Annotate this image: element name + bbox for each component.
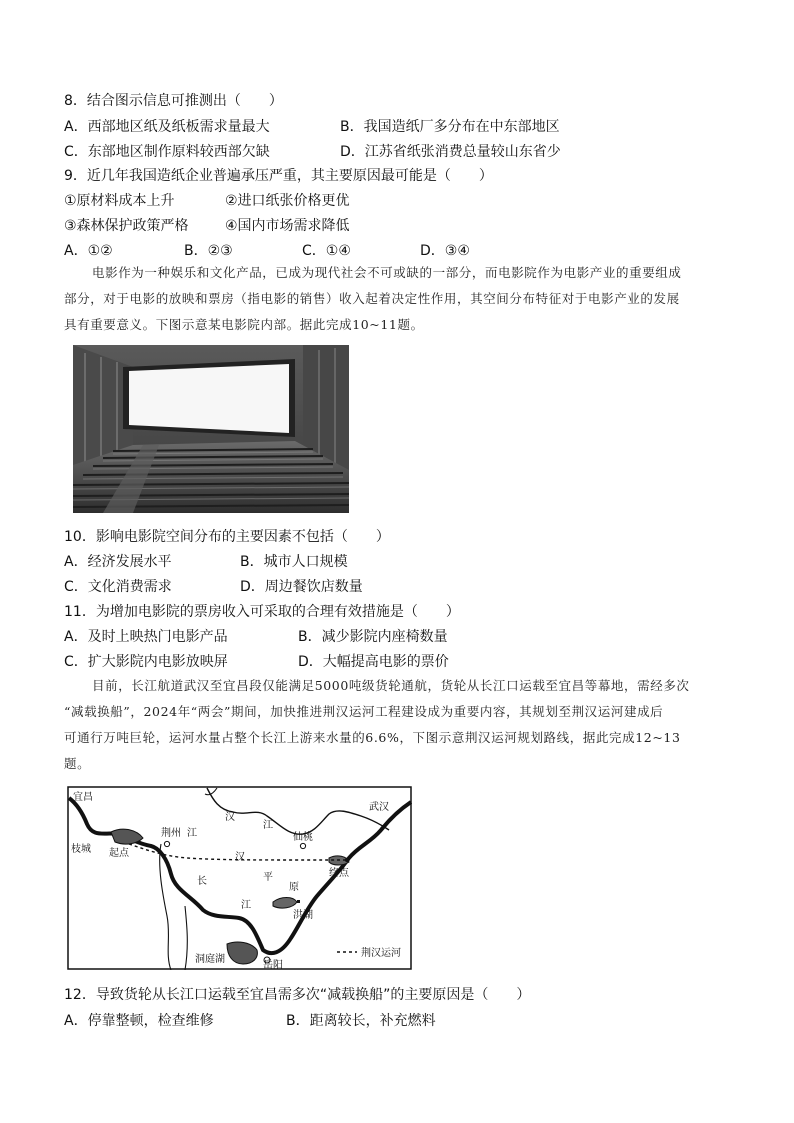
question-10-option-c: C．文化消费需求 (64, 579, 172, 595)
label-qidian: 起点 (109, 848, 129, 859)
question-12-stem: 12．导致货轮从长江口运载至宜昌需多次“减载换船”的主要原因是（ ） (64, 987, 531, 1003)
question-12-option-b: B．距离较长，补充燃料 (286, 1013, 436, 1029)
question-9-option-a: A．①② (64, 243, 113, 259)
question-11-stem: 11．为增加电影院的票房收入可采取的合理有效措施是（ ） (64, 604, 460, 620)
question-8-option-b: B．我国造纸厂多分布在中东部地区 (340, 119, 560, 135)
endpoint-marker (345, 858, 349, 862)
question-8-option-c: C．东部地区制作原料较西部欠缺 (64, 144, 270, 160)
passage-cinema-line-3: 具有重要意义。下图示意某电影院内部。据此完成10~11题。 (64, 317, 424, 332)
question-8-option-a: A．西部地区纸及纸板需求量最大 (64, 119, 270, 135)
jinghan-canal-map (67, 786, 412, 970)
cinema-interior-photo (73, 345, 349, 513)
question-9-stem: 9．近几年我国造纸企业普遍承压严重，其主要原因最可能是（ ） (64, 168, 493, 184)
label-ping: 平 (263, 872, 273, 883)
question-9-option-c: C．①④ (302, 243, 351, 259)
label-han-1: 汉 (225, 812, 235, 823)
passage-canal (64, 673, 729, 777)
passage-canal-line-2: “减载换船”，2024年“两会”期间，加快推进荆汉运河工程建设成为重要内容，其规划至荆汉运河建成后 (64, 704, 664, 719)
question-10-option-b: B．城市人口规模 (240, 554, 348, 570)
question-11-option-b: B．减少影院内座椅数量 (298, 629, 448, 645)
question-9-option-b: B．②③ (184, 243, 233, 259)
label-jiang-2: 江 (263, 820, 273, 831)
label-han-2: 汉 (235, 852, 245, 863)
passage-cinema-line-1: 电影作为一种娱乐和文化产品，已成为现代社会不可或缺的一部分，而电影院作为电影产业的重要组成 (92, 265, 682, 280)
question-12-option-a: A．停靠整顿，检查维修 (64, 1013, 214, 1029)
label-chang: 长 (197, 876, 207, 887)
label-wuhan: 武汉 (369, 802, 389, 813)
passage-canal-line-3: 可通行万吨巨轮，运河水量占整个长江上游来水量的6.6%，下图示意荆汉运河规划路线，据此完成12~13 (64, 730, 681, 745)
label-xiantao: 仙桃 (293, 832, 313, 843)
question-10-stem: 10．影响电影院空间分布的主要因素不包括（ ） (64, 529, 390, 545)
question-8-option-d: D．江苏省纸张消费总量较山东省少 (340, 144, 561, 160)
label-zhongdian: 终点 (329, 868, 349, 879)
question-9-statement-1: ①原材料成本上升 (64, 193, 175, 209)
label-jingzhou: 荆州 (161, 828, 181, 839)
question-9-statement-4: ④国内市场需求降低 (225, 218, 350, 234)
question-9-statement-2: ②进口纸张价格更优 (225, 193, 350, 209)
label-honghu: 洪湖 (293, 910, 313, 921)
passage-canal-line-4: 题。 (64, 756, 91, 771)
label-yichang: 宜昌 (73, 792, 93, 803)
passage-cinema (64, 260, 729, 338)
label-jiang-3: 江 (241, 900, 251, 911)
label-zhicheng: 枝城 (71, 844, 91, 855)
label-yueyang: 岳阳 (263, 960, 283, 970)
passage-canal-line-1: 目前，长江航道武汉至宜昌段仅能满足5000吨级货轮通航，货轮从长江口运载至宜昌等幕地，需经多次 (92, 678, 690, 693)
question-10-option-d: D．周边餐饮店数量 (240, 579, 363, 595)
label-yuan: 原 (289, 882, 299, 893)
passage-cinema-line-2: 部分，对于电影的放映和票房（指电影的销售）收入起着决定性作用，其空间分布特征对于电影产业的发展 (64, 291, 680, 306)
legend-label: 荆汉运河 (361, 948, 401, 959)
jingzhou-marker (164, 841, 169, 846)
question-11-option-a: A．及时上映热门电影产品 (64, 629, 228, 645)
question-8-stem: 8．结合图示信息可推测出（ ） (64, 93, 283, 109)
question-11-option-d: D．大幅提高电影的票价 (298, 654, 449, 670)
question-9-statement-3: ③森林保护政策严格 (64, 218, 189, 234)
label-jiang-1: 江 (187, 828, 197, 839)
question-11-option-c: C．扩大影院内电影放映屏 (64, 654, 228, 670)
question-10-option-a: A．经济发展水平 (64, 554, 172, 570)
label-dongtinghu: 洞庭湖 (195, 954, 225, 965)
xiantao-marker (300, 843, 305, 848)
question-9-option-d: D．③④ (420, 243, 470, 259)
